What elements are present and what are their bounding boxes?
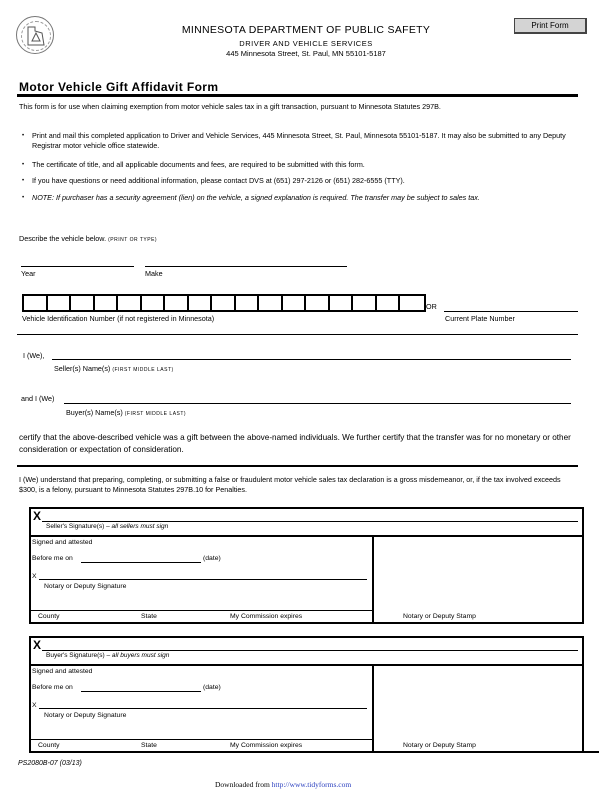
vin-box[interactable]: [236, 296, 260, 310]
buyer-signature-box: [29, 636, 584, 666]
seller-notary-stamp-box: [372, 535, 584, 624]
form-number: PS2080B-07 (03/13): [18, 760, 82, 767]
year-label: Year: [21, 269, 36, 278]
section-divider: [17, 465, 578, 467]
divider: [31, 739, 372, 740]
form-title: Motor Vehicle Gift Affidavit Form: [19, 80, 219, 94]
vin-box[interactable]: [71, 296, 95, 310]
county-label: County: [38, 742, 60, 749]
vin-label: Vehicle Identification Number (if not registered in Minnesota): [22, 314, 215, 323]
county-label: County: [38, 613, 60, 620]
date-label: (date): [203, 555, 221, 562]
make-input[interactable]: [145, 266, 347, 267]
seller-signature-box: [29, 507, 584, 537]
seller-name-label: Seller(s) Name(s) (FIRST MIDDLE LAST): [54, 364, 174, 373]
print-form-button[interactable]: Print Form: [514, 18, 587, 34]
buyer-notary-stamp-box: [372, 664, 584, 753]
notary-x-mark: X: [32, 702, 37, 709]
buyer-name-label: Buyer(s) Name(s) (FIRST MIDDLE LAST): [66, 408, 187, 417]
vin-box[interactable]: [283, 296, 307, 310]
download-notice: Downloaded from http://www.tidyforms.com: [215, 780, 352, 789]
or-label: OR: [426, 302, 437, 311]
tidyforms-link[interactable]: http://www.tidyforms.com: [271, 780, 352, 789]
vin-box[interactable]: [24, 296, 48, 310]
seller-notary-signature-input[interactable]: [39, 579, 367, 580]
bullet-icon: •: [22, 178, 25, 184]
vin-box[interactable]: [95, 296, 119, 310]
buyer-signature-input[interactable]: [42, 650, 578, 651]
penalty-warning: I (We) understand that preparing, completing, or submitting a false or fraudulent motor vehicle sales tax declaration is a gross misdemeanor, or, if the tax involved exceeds $300, is a felony, pursuant to Minnesota Statutes 297B.10 for Penalties.: [19, 475, 561, 494]
vin-box[interactable]: [189, 296, 213, 310]
before-me-label: Before me on: [32, 555, 73, 562]
certification-text: certify that the above-described vehicle was a gift between the above-named individuals. We further certify that the transfer was for no monetary or other consideration or expectation of consideration.: [19, 433, 571, 454]
intro-text: This form is for use when claiming exemption from motor vehicle sales tax in a gift transaction, pursuant to Minnesota Statutes 297B.: [19, 102, 441, 111]
vin-box[interactable]: [118, 296, 142, 310]
vin-box[interactable]: [142, 296, 166, 310]
footer-divider: [29, 751, 599, 753]
bullet-icon: •: [22, 133, 25, 139]
bullet-icon: •: [22, 162, 25, 168]
division-name: DRIVER AND VEHICLE SERVICES: [239, 39, 373, 48]
agency-name: MINNESOTA DEPARTMENT OF PUBLIC SAFETY: [181, 24, 431, 36]
seller-name-input[interactable]: [52, 359, 571, 360]
state-label: State: [141, 613, 157, 620]
vin-input[interactable]: [22, 294, 426, 312]
plate-number-label: Current Plate Number: [445, 314, 515, 323]
describe-vehicle-label: Describe the vehicle below. (PRINT OR TYPE): [19, 234, 158, 243]
seller-notary-date-input[interactable]: [81, 562, 201, 563]
notary-signature-label: Notary or Deputy Signature: [44, 583, 127, 590]
vin-box[interactable]: [400, 296, 424, 310]
date-label: (date): [203, 684, 221, 691]
buyer-prefix: and I (We): [21, 394, 55, 403]
commission-expires-label: My Commission expires: [230, 742, 303, 749]
plate-number-input[interactable]: [444, 311, 578, 312]
vin-box[interactable]: [212, 296, 236, 310]
signed-attested-label: Signed and attested: [32, 668, 93, 675]
agency-address: 445 Minnesota Street, St. Paul, MN 55101-5187: [226, 49, 386, 58]
vin-box[interactable]: [165, 296, 189, 310]
seller-signature-label: Seller's Signature(s) – all sellers must sign: [46, 523, 169, 530]
buyer-signature-label: Buyer's Signature(s) – all buyers must sign: [46, 652, 170, 659]
state-label: State: [141, 742, 157, 749]
divider: [31, 610, 372, 611]
make-label: Make: [145, 269, 163, 278]
buyer-name-input[interactable]: [64, 403, 571, 404]
signed-attested-label: Signed and attested: [32, 539, 93, 546]
notary-stamp-label: Notary or Deputy Stamp: [403, 742, 476, 749]
buyer-notary-signature-input[interactable]: [39, 708, 367, 709]
section-divider: [17, 334, 578, 335]
buyer-notary-date-input[interactable]: [81, 691, 201, 692]
notary-stamp-label: Notary or Deputy Stamp: [403, 613, 476, 620]
vin-box[interactable]: [259, 296, 283, 310]
year-input[interactable]: [21, 266, 134, 267]
vin-box[interactable]: [353, 296, 377, 310]
vin-box[interactable]: [377, 296, 401, 310]
bullet-icon: •: [22, 195, 25, 201]
buyer-x-mark: X: [33, 638, 42, 652]
before-me-label: Before me on: [32, 684, 73, 691]
vin-box[interactable]: [48, 296, 72, 310]
seller-x-mark: X: [33, 509, 42, 523]
commission-expires-label: My Commission expires: [230, 613, 303, 620]
vin-box[interactable]: [330, 296, 354, 310]
title-divider: [17, 94, 578, 97]
notary-x-mark: X: [32, 573, 37, 580]
seller-signature-input[interactable]: [42, 521, 578, 522]
notary-signature-label: Notary or Deputy Signature: [44, 712, 127, 719]
vin-box[interactable]: [306, 296, 330, 310]
seller-prefix: I (We),: [23, 351, 45, 360]
